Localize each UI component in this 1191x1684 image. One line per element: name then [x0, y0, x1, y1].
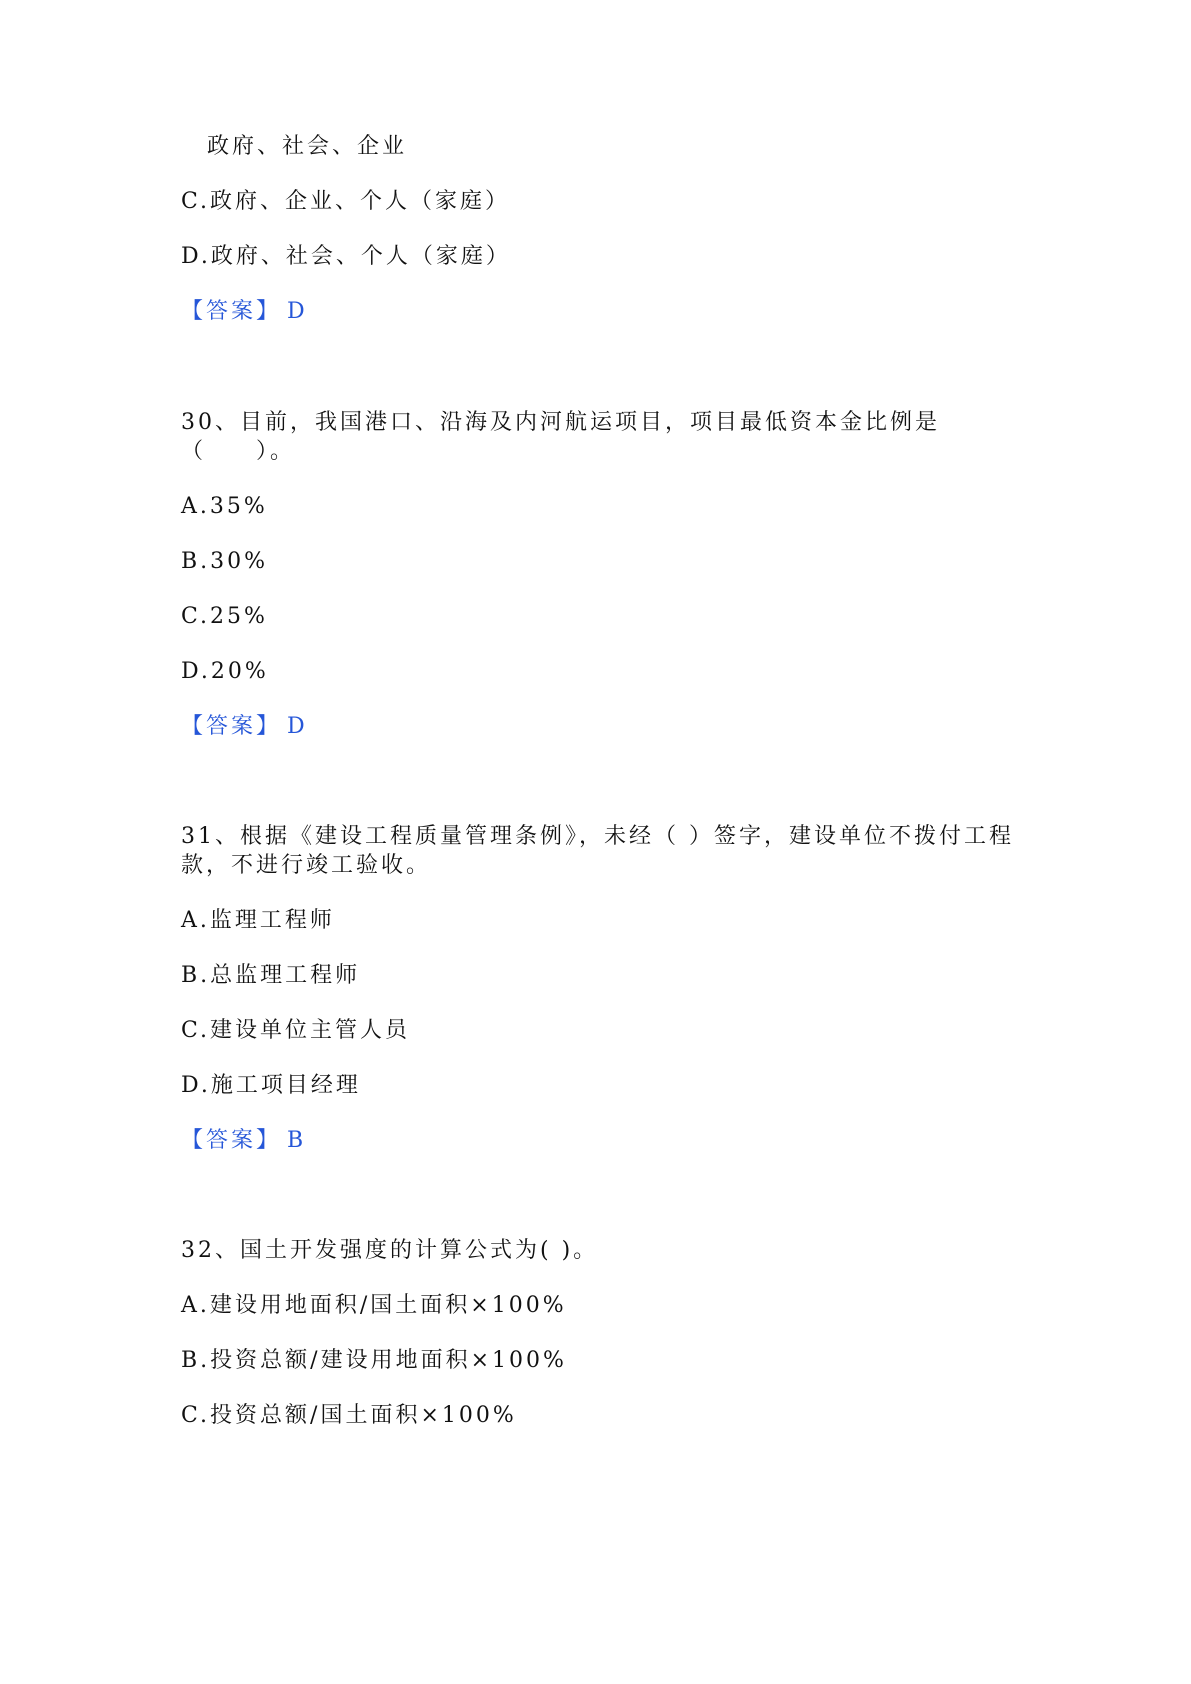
q30-answer — [181, 712, 308, 742]
q31-answer — [181, 1126, 306, 1156]
q29-option-c: C.政府、企业、个人（家庭） — [181, 189, 511, 214]
q30-answer-label: 【答案】 — [181, 714, 282, 739]
q31-option-b: B.总监理工程师 — [181, 963, 361, 988]
q30-option-c: C.25% — [181, 604, 268, 629]
q32-option-a: A.建设用地面积/国土面积×100% — [181, 1293, 567, 1318]
q32-option-b: B.投资总额/建设用地面积×100% — [181, 1348, 567, 1373]
q30-stem-line1: 30、目前，我国港口、沿海及内河航运项目，项目最低资本金比例是 — [181, 410, 940, 435]
q30-stem-line2: （ ）。 — [181, 439, 296, 464]
q29-option-d: D.政府、社会、个人（家庭） — [181, 244, 511, 269]
q31-option-c: C.建设单位主管人员 — [181, 1018, 411, 1043]
q31-answer-value: B — [287, 1128, 307, 1153]
q29-option-b-continuation: 政府、社会、企业 — [207, 134, 408, 159]
q31-option-a: A.监理工程师 — [181, 908, 335, 933]
q29-answer-label: 【答案】 — [181, 299, 282, 324]
q31-answer-label: 【答案】 — [181, 1128, 282, 1153]
q31-stem-line2: 款，不进行竣工验收。 — [181, 853, 432, 878]
q31-option-d: D.施工项目经理 — [181, 1073, 361, 1098]
q32-option-c: C.投资总额/国土面积×100% — [181, 1403, 517, 1428]
q32-stem-line1: 32、国土开发强度的计算公式为( )。 — [181, 1238, 599, 1263]
q29-answer — [181, 297, 308, 327]
q29-answer-value: D — [287, 299, 308, 324]
q30-option-d: D.20% — [181, 659, 269, 684]
q30-option-a: A.35% — [181, 494, 268, 519]
q30-answer-value: D — [287, 714, 308, 739]
q30-option-b: B.30% — [181, 549, 269, 574]
q31-stem-line1: 31、根据《建设工程质量管理条例》，未经（ ）签字，建设单位不拨付工程 — [181, 824, 1014, 849]
